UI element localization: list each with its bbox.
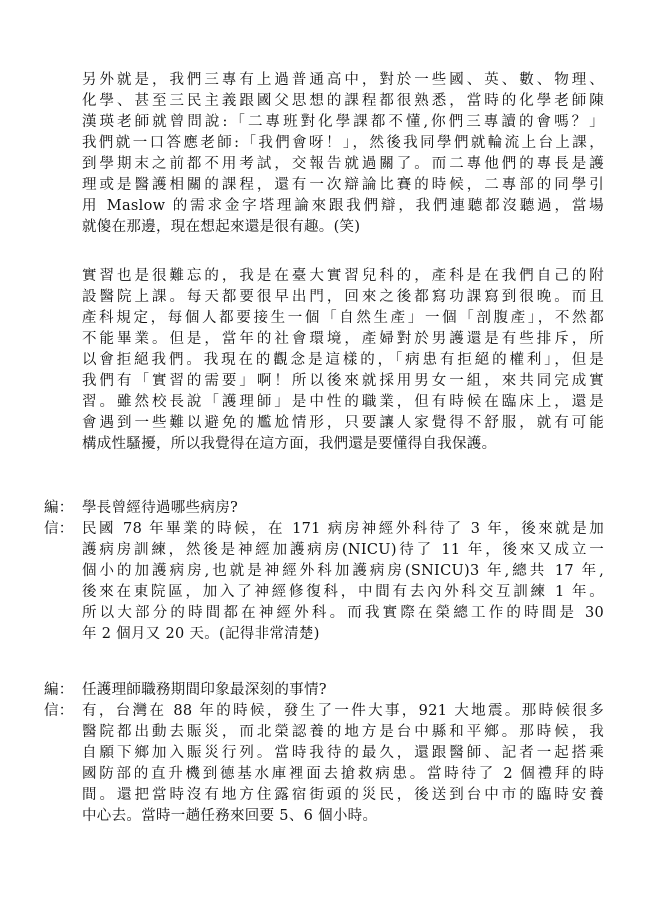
text-line: 化學、甚至三民主義跟國父思想的課程都很熟悉，當時的化學老師陳 bbox=[82, 93, 604, 109]
text-line: 理或是醫護相關的課程，還有一次辯論比賽的時候，二專部的同學引 bbox=[82, 177, 604, 193]
text-line: 學長曾經待過哪些病房? bbox=[82, 500, 239, 516]
text-line: 護病房訓練，然後是神經加護病房(NICU)待了 11 年，後來又成立一 bbox=[82, 542, 604, 558]
qa-block-1 bbox=[44, 498, 604, 645]
answer-row bbox=[44, 519, 604, 645]
answer-row bbox=[44, 701, 604, 827]
text-line: 間。還把當時沒有地方住露宿街頭的災民，後送到台中市的臨時安養 bbox=[82, 787, 604, 803]
text-line: 中心去。當時一趟任務來回要 5、6 個小時。 bbox=[82, 808, 378, 824]
question-row bbox=[44, 498, 604, 519]
question-text bbox=[82, 498, 604, 519]
text-line: 另外就是，我們三專有上過普通高中，對於一些國、英、數、物理、 bbox=[82, 72, 604, 88]
text-line: 就傻在那邊，現在想起來還是很有趣。(笑) bbox=[82, 219, 361, 235]
question-label: 編： bbox=[44, 682, 74, 698]
text-line: 用 Maslow 的需求金字塔理論來跟我們辯，我們連聽都沒聽過，當場 bbox=[82, 198, 604, 214]
text-line: 自願下鄉加入賑災行列。當時我待的最久，還跟醫師、記者一起搭乘 bbox=[82, 745, 604, 761]
body-paragraph-2 bbox=[82, 266, 604, 455]
text-line: 設醫院上課。每天都要很早出門，回來之後都寫功課寫到很晚。而且 bbox=[82, 289, 604, 305]
answer-text bbox=[82, 519, 604, 645]
text-line: 民國 78 年畢業的時候，在 171 病房神經外科待了 3 年，後來就是加 bbox=[82, 521, 604, 537]
text-line: 醫院都出動去賑災，而北榮認養的地方是台中縣和平鄉。那時候，我 bbox=[82, 724, 604, 740]
qa-block-2 bbox=[44, 680, 604, 827]
answer-label: 信： bbox=[44, 521, 74, 537]
text-line: 不能畢業。但是，當年的社會環境，產婦對於男護還是有些排斥，所 bbox=[82, 331, 604, 347]
text-line: 年 2 個月又 20 天。(記得非常清楚) bbox=[82, 626, 320, 642]
text-line: 我們有「實習的需要」啊！所以後來就採用男女一組，來共同完成實 bbox=[82, 373, 604, 389]
text-line: 後來在東院區，加入了神經修復科，中間有去內外科交互訓練 1 年。 bbox=[82, 584, 604, 600]
text-line: 習。雖然校長說「護理師」是中性的職業，但有時候在臨床上，還是 bbox=[82, 394, 604, 410]
question-row bbox=[44, 680, 604, 701]
text-line: 我們就一口答應老師:「我們會呀！」，然後我同學們就輪流上台上課， bbox=[82, 135, 604, 151]
text-line: 構成性騷擾，所以我覺得在這方面，我們還是要懂得自我保護。 bbox=[82, 436, 497, 452]
text-line: 個小的加護病房,也就是神經外科加護病房(SNICU)3 年,總共 17 年, bbox=[82, 563, 604, 579]
answer-label: 信： bbox=[44, 703, 74, 719]
body-paragraph-1 bbox=[82, 70, 604, 238]
text-line: 到學期末之前都不用考試，交報告就過關了。而二專他們的專長是護 bbox=[82, 156, 604, 172]
text-line: 產科規定，每個人都要接生一個「自然生產」一個「剖腹產」，不然都 bbox=[82, 310, 604, 326]
question-label: 編： bbox=[44, 500, 74, 516]
answer-text bbox=[82, 701, 604, 827]
text-line: 有，台灣在 88 年的時候，發生了一件大事，921 大地震。那時候很多 bbox=[82, 703, 604, 719]
text-line: 漢瑛老師就曾問說:「二專班對化學課都不懂,你們三專讀的會嗎？」 bbox=[82, 114, 604, 130]
text-line: 國防部的直升機到德基水庫裡面去搶救病患。當時待了 2 個禮拜的時 bbox=[82, 766, 604, 782]
text-line: 所以大部分的時間都在神經外科。而我實際在榮總工作的時間是 30 bbox=[82, 605, 604, 621]
text-line: 以會拒絕我們。我現在的觀念是這樣的，「病患有拒絕的權利」，但是 bbox=[82, 352, 604, 368]
text-line: 任護理師職務期間印象最深刻的事情? bbox=[82, 682, 327, 698]
question-text bbox=[82, 680, 604, 701]
text-line: 實習也是很難忘的，我是在臺大實習兒科的，產科是在我們自己的附 bbox=[82, 268, 604, 284]
text-line: 會遇到一些難以避免的尷尬情形，只要讓人家覺得不舒服，就有可能 bbox=[82, 415, 604, 431]
